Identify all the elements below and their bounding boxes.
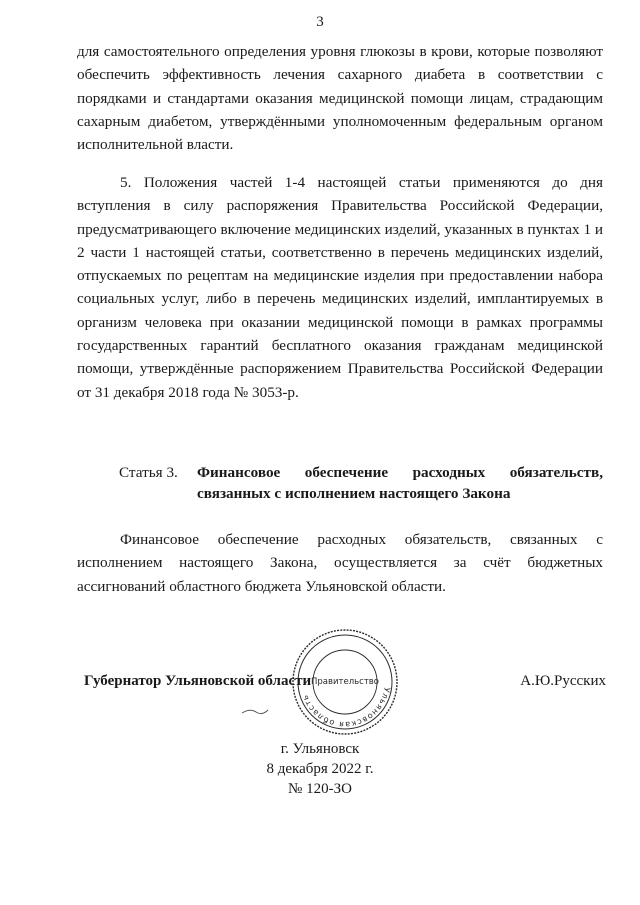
signatory-title: Губернатор Ульяновской области xyxy=(84,673,312,689)
article-number: Статья 3. xyxy=(119,464,178,481)
pen-mark xyxy=(240,704,270,718)
stamp-center-text: Правительство xyxy=(311,677,379,687)
date: 8 декабря 2022 г. xyxy=(266,761,374,777)
place-and-date-block xyxy=(0,739,640,799)
stamp-ring-text: Ульяновская область xyxy=(300,686,392,730)
city: г. Ульяновск xyxy=(280,741,360,757)
paragraph-continuation: для самостоятельного определения уровня глюкозы в крови, которые позволяют обеспечить эффективность лечения сахарного диабета в соответствии с порядками и стандартами оказания медицинской помощи лицам, страдающим сахарным диабетом, утверждёнными уполномоченным федеральным органом исполнительной власти. xyxy=(77,43,603,154)
paragraph-item-5: 5. Положения частей 1-4 настоящей статьи применяются до дня вступления в силу распоряжения Правительства Российской Федерации, предусматривающего включение медицинских изделий, указанных в пунктах 1 и 2 части 1 настоящей статьи, соответственно в перечень медицинских изделий, отпускаемых по рецептам на медицинские изделия при предоставлении набора социальных услуг, либо в перечень медицинских изделий, имплантируемых в организм человека при оказании медицинской помощи в рамках программы государственных гарантий бесплатного оказания гражданам медицинской помощи, утверждённые распоряжением Правительства Российской Федерации от 31 декабря 2018 года № 3053-р. xyxy=(77,174,603,401)
law-number: № 120-ЗО xyxy=(288,781,352,797)
page-number: 3 xyxy=(316,14,324,30)
signatory-name: А.Ю.Русских xyxy=(520,673,606,689)
paragraph-article-3: Финансовое обеспечение расходных обязательств, связанных с исполнением настоящего Закона, осуществляется за счёт бюджетных ассигнований областного бюджета Ульяновской области. xyxy=(77,531,603,595)
article-title: Финансовое обеспечение расходных обязательств, связанных с исполнением настоящего Закона xyxy=(197,464,603,502)
